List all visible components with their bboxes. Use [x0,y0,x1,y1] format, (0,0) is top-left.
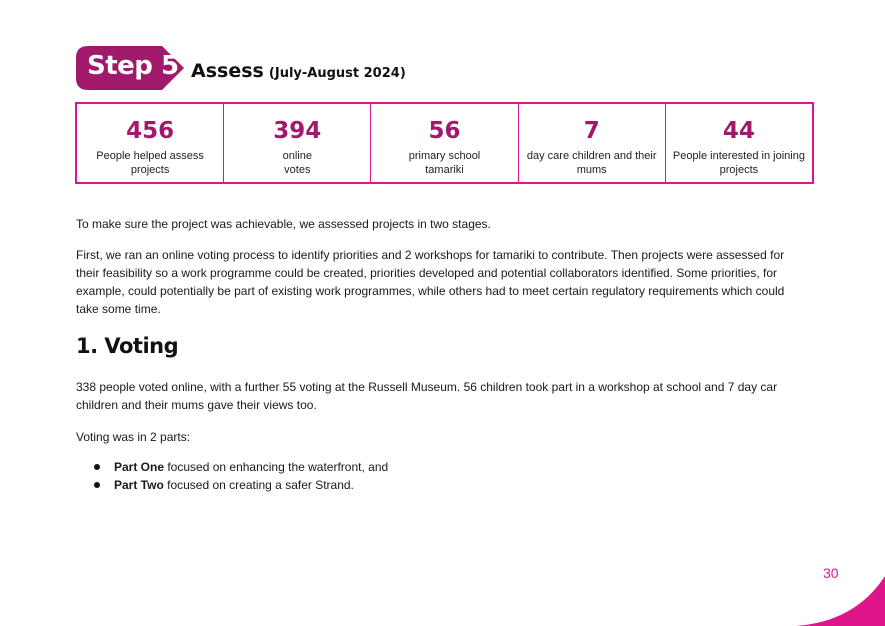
bullet-icon [94,482,100,488]
corner-decoration [795,576,885,626]
list-item-bold: Part Two [114,478,164,492]
step-badge [76,46,186,90]
first-stage-paragraph: First, we ran an online voting process to identify priorities and 2 workshops for tamariki to contribute. Then projects were assessed for their feasibility so a work programme could be created, priorities developed and potential collaborators identified. Some priorities, for example, could potentially be part of existing work programmes, while others had to meet certain regulatory requirements which could take some time. [76,248,785,316]
voting-paragraph: 338 people voted online, with a further 55 voting at the Russell Museum. 56 children took part in a workshop at school and 7 day car children and their mums gave their views too. [76,380,778,412]
stat-description [666,149,812,177]
page-heading [191,60,406,82]
stat-description [371,149,517,177]
stat-desc-line: projects [130,164,170,176]
step-label: Step 5 [87,51,179,81]
stat-cell [519,104,666,182]
stat-description [224,149,370,177]
stat-desc-line: day care children and their [526,150,657,162]
stat-desc-line: projects [719,164,759,176]
stat-desc-line: People helped assess [96,150,204,162]
list-item-text: focused on enhancing the waterfront, and [164,460,389,474]
stat-value: 56 [428,118,461,144]
stat-desc-line: votes [284,164,311,176]
stat-desc-line: tamariki [425,164,464,176]
list-item [94,458,388,476]
stat-value: 456 [126,118,175,144]
stats-table [75,102,814,184]
stat-description [77,149,223,177]
stat-description [519,149,665,177]
heading-date-range: (July-August 2024) [268,66,406,81]
stat-desc-line: primary school [408,150,481,162]
stat-desc-line: People interested in joining [672,150,805,162]
voting-parts-intro: Voting was in 2 parts: [76,430,191,444]
list-item-bold: Part One [114,460,165,474]
stat-cell [371,104,518,182]
section-title-voting: 1. Voting [76,334,179,358]
voting-parts-list [94,458,388,494]
bullet-icon [94,464,100,470]
heading-main: Assess [191,60,264,82]
page-number: 30 [823,565,839,581]
stat-value: 44 [722,118,755,144]
stat-value: 7 [583,118,600,144]
stat-cell [77,104,224,182]
list-item [94,476,388,494]
stat-cell [224,104,371,182]
intro-paragraph: To make sure the project was achievable, we assessed projects in two stages. [76,217,491,231]
stat-cell [666,104,812,182]
stat-desc-line: online [282,150,312,162]
stat-value: 394 [273,118,322,144]
stat-desc-line: mums [576,164,607,176]
list-item-text: focused on creating a safer Strand. [163,478,354,492]
